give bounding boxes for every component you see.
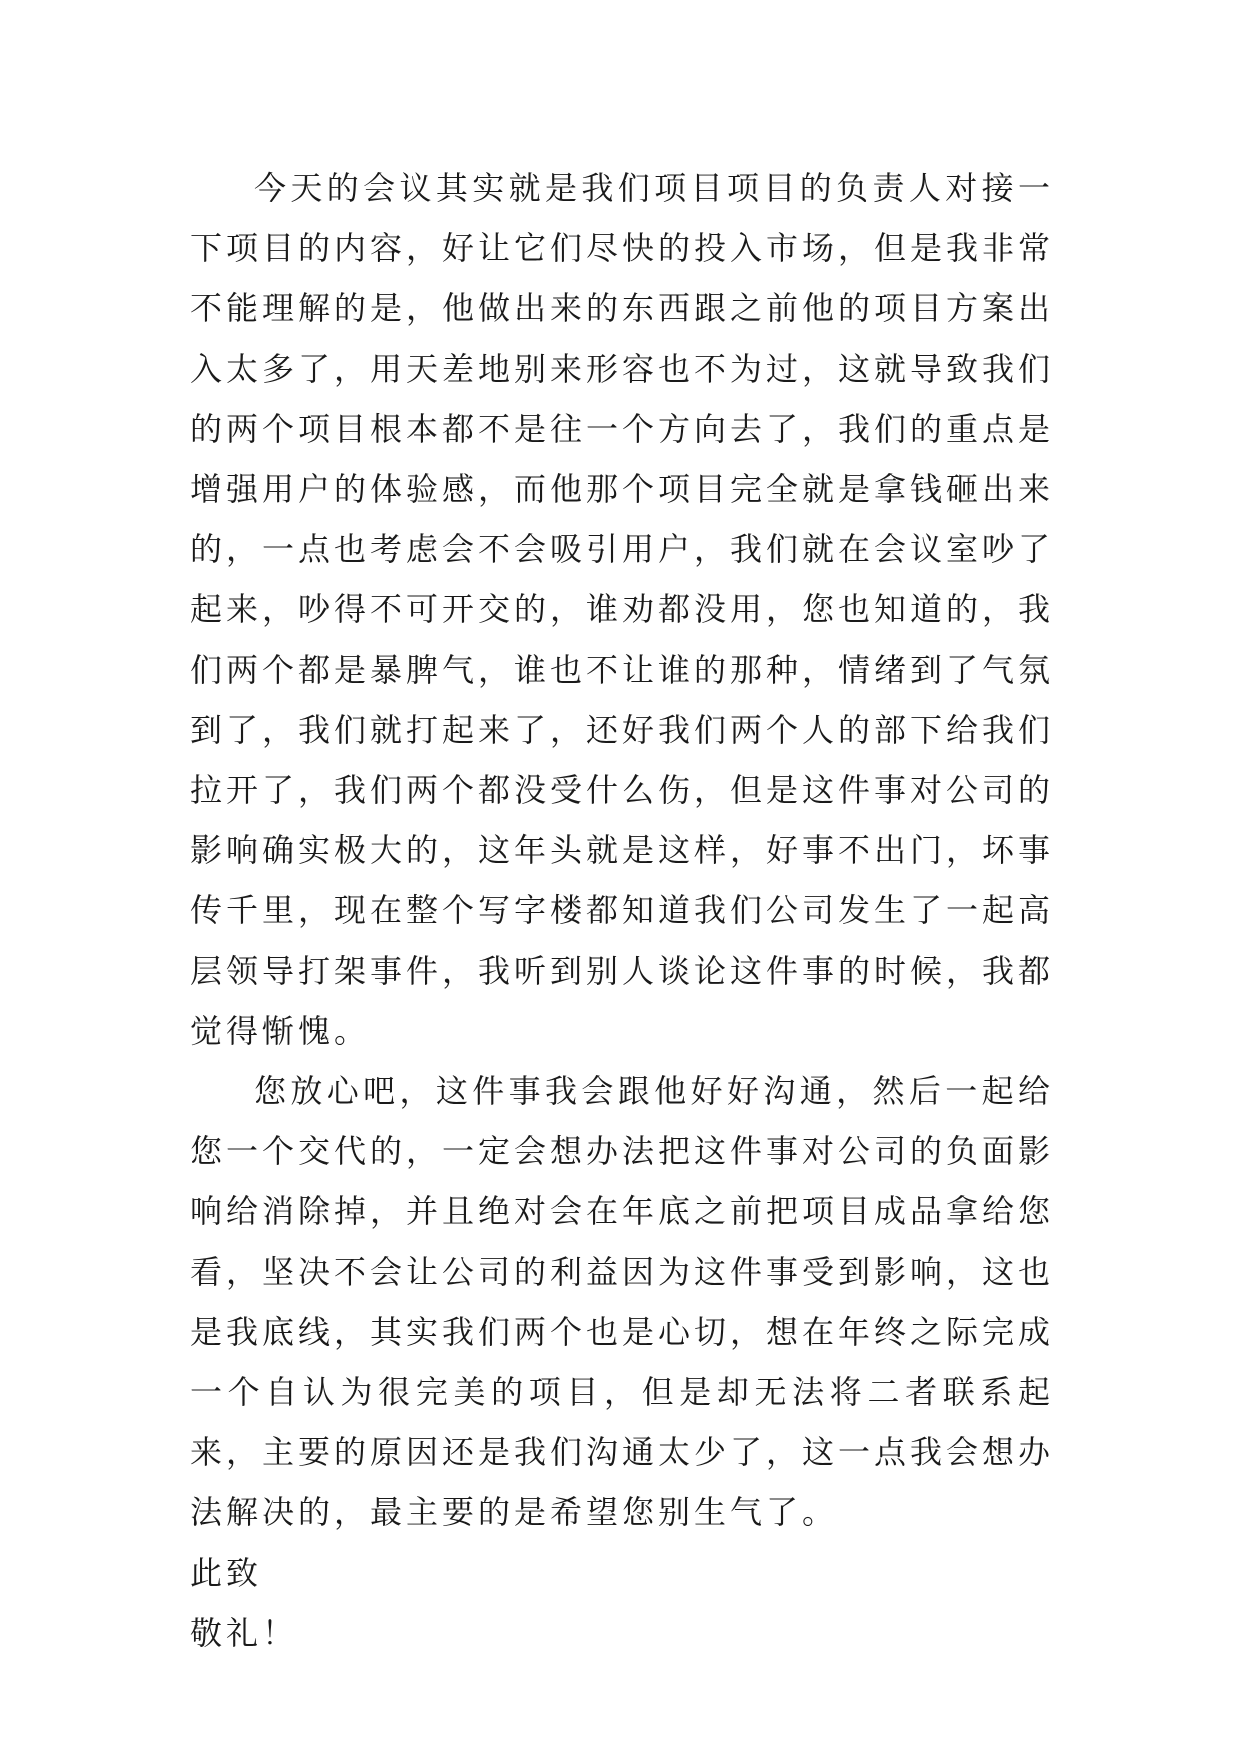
body-paragraph-2: 您放心吧，这件事我会跟他好好沟通，然后一起给您一个交代的，一定会想办法把这件事对公司的负面影响给消除掉，并且绝对会在年底之前把项目成品拿给您看，坚决不会让公司的利益因为这件事受到影响，这也是我底线，其实我们两个也是心切，想在年终之际完成一个自认为很完美的项目，但是却无法将二者联系起来，主要的原因还是我们沟通太少了，这一点我会想办法解决的，最主要的是希望您别生气了。 (190, 1072, 1055, 1532)
closing-regards: 敬礼！ (190, 1613, 299, 1652)
body-paragraph-1: 今天的会议其实就是我们项目项目的负责人对接一下项目的内容，好让它们尽快的投入市场，但是我非常不能理解的是，他做出来的东西跟之前他的项目方案出入太多了，用天差地别来形容也不为过，这就导致我们的两个项目根本都不是往一个方向去了，我们的重点是增强用户的体验感，而他那个项目完全就是拿钱砸出来的，一点也考虑会不会吸引用户，我们就在会议室吵了起来，吵得不可开交的，谁劝都没用，您也知道的，我们两个都是暴脾气，谁也不让谁的那种，情绪到了气氛到了，我们就打起来了，还好我们两个人的部下给我们拉开了，我们两个都没受什么伤，但是这件事对公司的影响确实极大的，这年头就是这样，好事不出门，坏事传千里，现在整个写字楼都知道我们公司发生了一起高层领导打架事件，我听到别人谈论这件事的时候，我都觉得惭愧。 (190, 169, 1055, 1050)
letter-body (190, 158, 1054, 1663)
closing-salutation: 此致 (190, 1553, 263, 1592)
